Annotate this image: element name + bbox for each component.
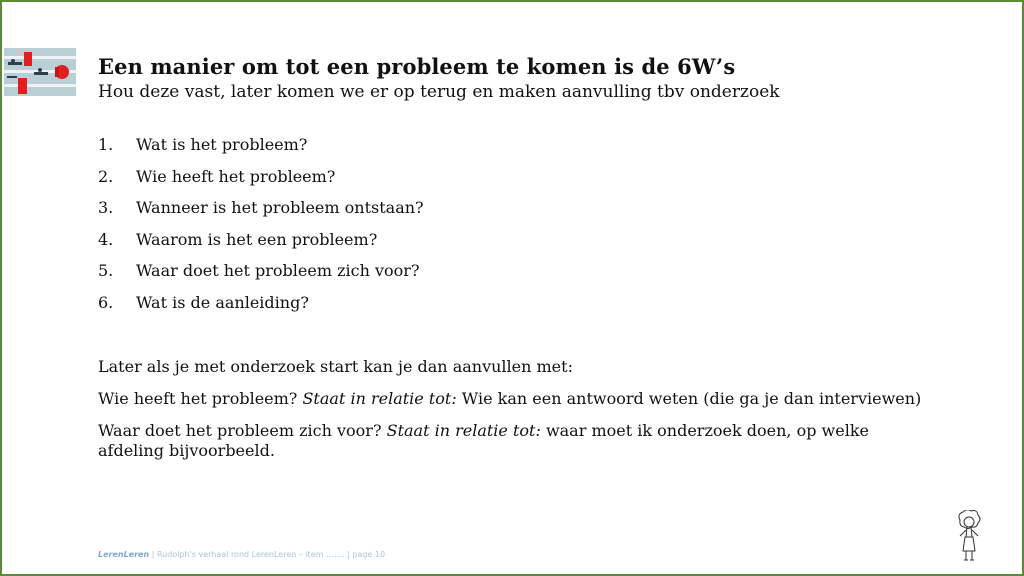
list-item xyxy=(98,135,424,167)
slide-title: Een manier om tot een probleem te komen is de 6W’s xyxy=(98,54,736,79)
list-number: 4. xyxy=(98,229,114,249)
list-item xyxy=(98,167,424,199)
logo-figures-icon xyxy=(4,48,76,96)
list-number: 6. xyxy=(98,292,114,312)
notes-text: Wie kan een antwoord weten (die ga je dan interviewen) xyxy=(456,389,922,408)
notes-intro: Later als je met onderzoek start kan je dan aanvullen met: xyxy=(98,357,573,376)
list-text: Waar doet het probleem zich voor? xyxy=(136,261,420,280)
notes-emphasis: Staat in relatie tot: xyxy=(302,389,457,408)
list-text: Waarom is het een probleem? xyxy=(136,229,378,249)
list-item xyxy=(98,230,424,262)
list-text: Wie heeft het probleem? xyxy=(136,166,336,186)
list-number: 2. xyxy=(98,166,114,186)
list-text: Wat is het probleem? xyxy=(136,135,308,154)
notes-emphasis: Staat in relatie tot: xyxy=(386,421,541,440)
cartoon-figure-icon xyxy=(954,510,984,562)
list-item xyxy=(98,198,424,230)
notes-text: waar moet ik onderzoek doen, op welke afdeling bijvoorbeeld. xyxy=(98,421,869,460)
list-number: 3. xyxy=(98,198,114,217)
list-number: 1. xyxy=(98,135,114,154)
question-list xyxy=(98,135,424,324)
notes-text: Waar doet het probleem zich voor? xyxy=(98,421,387,440)
list-number: 5. xyxy=(98,261,114,280)
notes-paragraph-who xyxy=(98,389,928,409)
footer-brand: LerenLeren xyxy=(98,550,150,559)
footer xyxy=(98,550,385,559)
list-text: Wat is de aanleiding? xyxy=(136,292,309,312)
notes-text: Wie heeft het probleem? xyxy=(98,389,303,408)
notes-section xyxy=(98,357,928,473)
list-text: Wanneer is het probleem ontstaan? xyxy=(136,198,424,217)
footer-text: | Rudolph's verhaal rond LerenLeren – item ……. | page 10 xyxy=(149,550,386,559)
notes-paragraph-where xyxy=(98,421,928,461)
slide-subtitle: Hou deze vast, later komen we er op terug en maken aanvulling tbv onderzoek xyxy=(98,82,780,102)
list-item xyxy=(98,261,424,293)
list-item xyxy=(98,293,424,325)
